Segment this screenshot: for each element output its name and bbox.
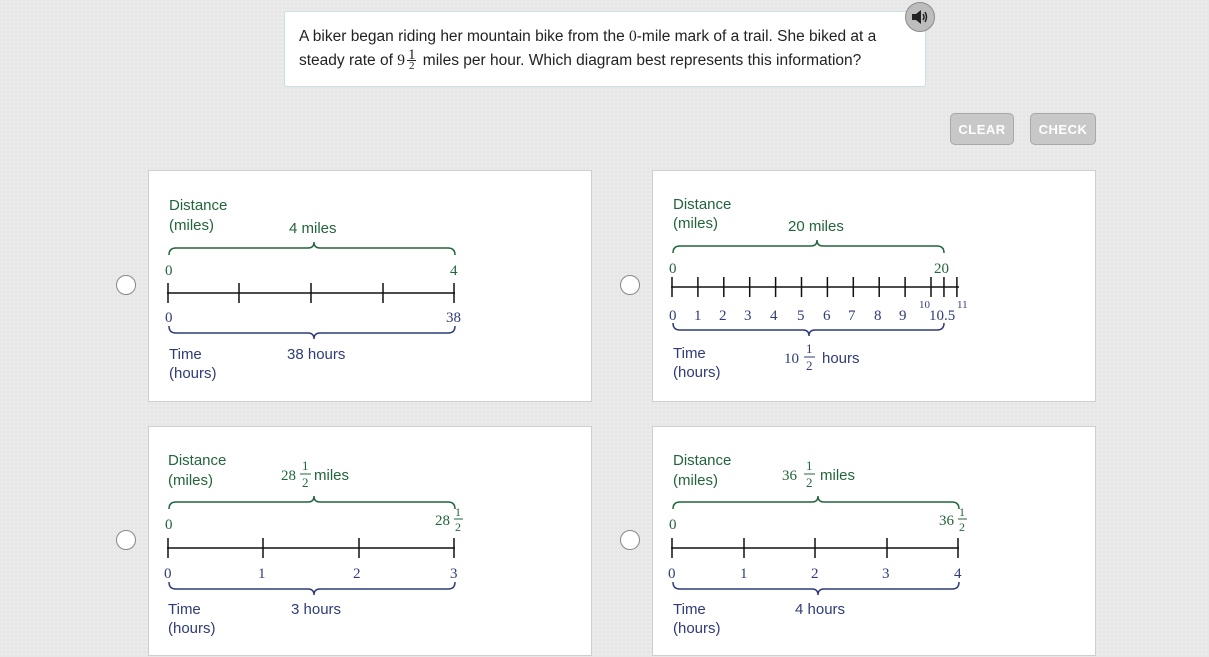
time-label-1: Time bbox=[673, 345, 706, 362]
option-c-diagram bbox=[149, 427, 593, 657]
option-c-card[interactable] bbox=[148, 426, 592, 656]
time-total: 4 hours bbox=[795, 601, 846, 618]
distance-start: 0 bbox=[165, 263, 173, 279]
time-tick-label: 7 bbox=[848, 308, 856, 324]
distance-start: 0 bbox=[165, 517, 173, 533]
time-total-unit: hours bbox=[822, 350, 860, 367]
distance-total-unit: miles bbox=[820, 467, 856, 484]
distance-total-numerator: 1 bbox=[806, 458, 813, 473]
distance-total-numerator: 1 bbox=[302, 458, 309, 473]
distance-total-denominator: 2 bbox=[302, 475, 309, 490]
question-text-2: -mile mark of a trail. She biked at a steady rate of bbox=[299, 28, 877, 69]
time-brace bbox=[169, 326, 455, 339]
distance-total-whole: 28 bbox=[281, 468, 296, 484]
distance-label-2: (miles) bbox=[673, 472, 718, 489]
distance-brace bbox=[673, 240, 944, 253]
distance-brace bbox=[169, 242, 455, 255]
time-tick-label: 3 bbox=[882, 566, 890, 582]
time-tick-label: 5 bbox=[797, 308, 805, 324]
option-b-card[interactable] bbox=[652, 170, 1096, 402]
distance-label-2: (miles) bbox=[673, 215, 718, 232]
time-tick-label: 6 bbox=[823, 308, 831, 324]
time-tick-label: 10 bbox=[919, 299, 930, 311]
distance-label-2: (miles) bbox=[169, 217, 214, 234]
distance-end-whole: 28 bbox=[435, 513, 450, 529]
distance-end-denominator: 2 bbox=[455, 520, 461, 534]
time-brace bbox=[169, 582, 455, 595]
rate-whole: 9 bbox=[397, 52, 405, 69]
time-total-numerator: 1 bbox=[806, 341, 813, 356]
time-tick-label: 1 bbox=[740, 566, 748, 582]
time-tick-label: 4 bbox=[770, 308, 778, 324]
time-label-2: (hours) bbox=[168, 620, 216, 637]
question-text-3: miles per hour. Which diagram best represents this information? bbox=[418, 52, 862, 69]
time-label-1: Time bbox=[673, 601, 706, 618]
time-brace bbox=[673, 323, 944, 336]
distance-brace bbox=[169, 496, 455, 509]
time-tick-label: 2 bbox=[811, 566, 819, 582]
rate-denominator: 2 bbox=[408, 60, 415, 73]
time-total: 3 hours bbox=[291, 601, 342, 618]
time-tick-label: 1 bbox=[694, 308, 702, 324]
question-prompt bbox=[284, 11, 926, 87]
speaker-icon bbox=[911, 9, 929, 25]
option-b-diagram bbox=[653, 171, 1097, 403]
time-label-2: (hours) bbox=[673, 620, 721, 637]
option-a-radio[interactable] bbox=[116, 275, 136, 295]
rate-numerator: 1 bbox=[407, 47, 416, 64]
time-tick-label: 3 bbox=[744, 308, 752, 324]
time-tick-label: 2 bbox=[719, 308, 727, 324]
option-a-diagram bbox=[149, 171, 593, 403]
distance-label-1: Distance bbox=[673, 196, 732, 213]
option-d-radio[interactable] bbox=[620, 530, 640, 550]
distance-label-2: (miles) bbox=[168, 472, 213, 489]
time-label-2: (hours) bbox=[169, 365, 217, 382]
time-tick-label: 10.5 bbox=[929, 308, 956, 324]
time-total-whole: 10 bbox=[784, 351, 799, 367]
distance-label-1: Distance bbox=[168, 452, 227, 469]
distance-total: 4 miles bbox=[289, 220, 337, 237]
distance-total: 20 miles bbox=[788, 218, 844, 235]
question-zero: 0 bbox=[629, 28, 637, 45]
option-b-radio[interactable] bbox=[620, 275, 640, 295]
time-tick-label: 9 bbox=[899, 308, 907, 324]
option-a-card[interactable] bbox=[148, 170, 592, 402]
time-tick-label: 0 bbox=[164, 566, 172, 582]
time-tick-label: 0 bbox=[668, 566, 676, 582]
option-c-radio[interactable] bbox=[116, 530, 136, 550]
time-tick-label: 11 bbox=[957, 299, 968, 311]
time-tick-label: 38 bbox=[446, 310, 461, 326]
option-d-diagram bbox=[653, 427, 1097, 657]
time-label-1: Time bbox=[168, 601, 201, 618]
distance-end-whole: 36 bbox=[939, 513, 954, 529]
time-tick-label: 0 bbox=[165, 310, 173, 326]
distance-brace bbox=[673, 496, 959, 509]
distance-label-1: Distance bbox=[169, 197, 228, 214]
time-tick-label: 8 bbox=[874, 308, 882, 324]
distance-start: 0 bbox=[669, 517, 677, 533]
distance-end-numerator: 1 bbox=[455, 505, 461, 519]
time-tick-label: 1 bbox=[258, 566, 266, 582]
time-tick-label: 4 bbox=[954, 566, 962, 582]
option-d-card[interactable] bbox=[652, 426, 1096, 656]
distance-total-unit: miles bbox=[314, 467, 350, 484]
distance-label-1: Distance bbox=[673, 452, 732, 469]
time-label-2: (hours) bbox=[673, 364, 721, 381]
time-total: 38 hours bbox=[287, 346, 346, 363]
rate-fraction bbox=[407, 47, 417, 73]
distance-start: 0 bbox=[669, 261, 677, 277]
distance-end-denominator: 2 bbox=[959, 520, 965, 534]
time-tick-label: 3 bbox=[450, 566, 458, 582]
time-label-1: Time bbox=[169, 346, 202, 363]
distance-end: 4 bbox=[450, 263, 458, 279]
question-text-1: A biker began riding her mountain bike from the bbox=[299, 28, 629, 45]
distance-total-whole: 36 bbox=[782, 468, 797, 484]
clear-button[interactable]: CLEAR bbox=[950, 113, 1014, 145]
distance-end: 20 bbox=[934, 261, 949, 277]
audio-button[interactable] bbox=[905, 2, 935, 32]
time-total-denominator: 2 bbox=[806, 358, 813, 373]
time-tick-label: 0 bbox=[669, 308, 677, 324]
time-brace bbox=[673, 582, 959, 595]
time-tick-label: 2 bbox=[353, 566, 361, 582]
distance-end-numerator: 1 bbox=[959, 505, 965, 519]
check-button[interactable]: CHECK bbox=[1030, 113, 1096, 145]
distance-total-denominator: 2 bbox=[806, 475, 813, 490]
